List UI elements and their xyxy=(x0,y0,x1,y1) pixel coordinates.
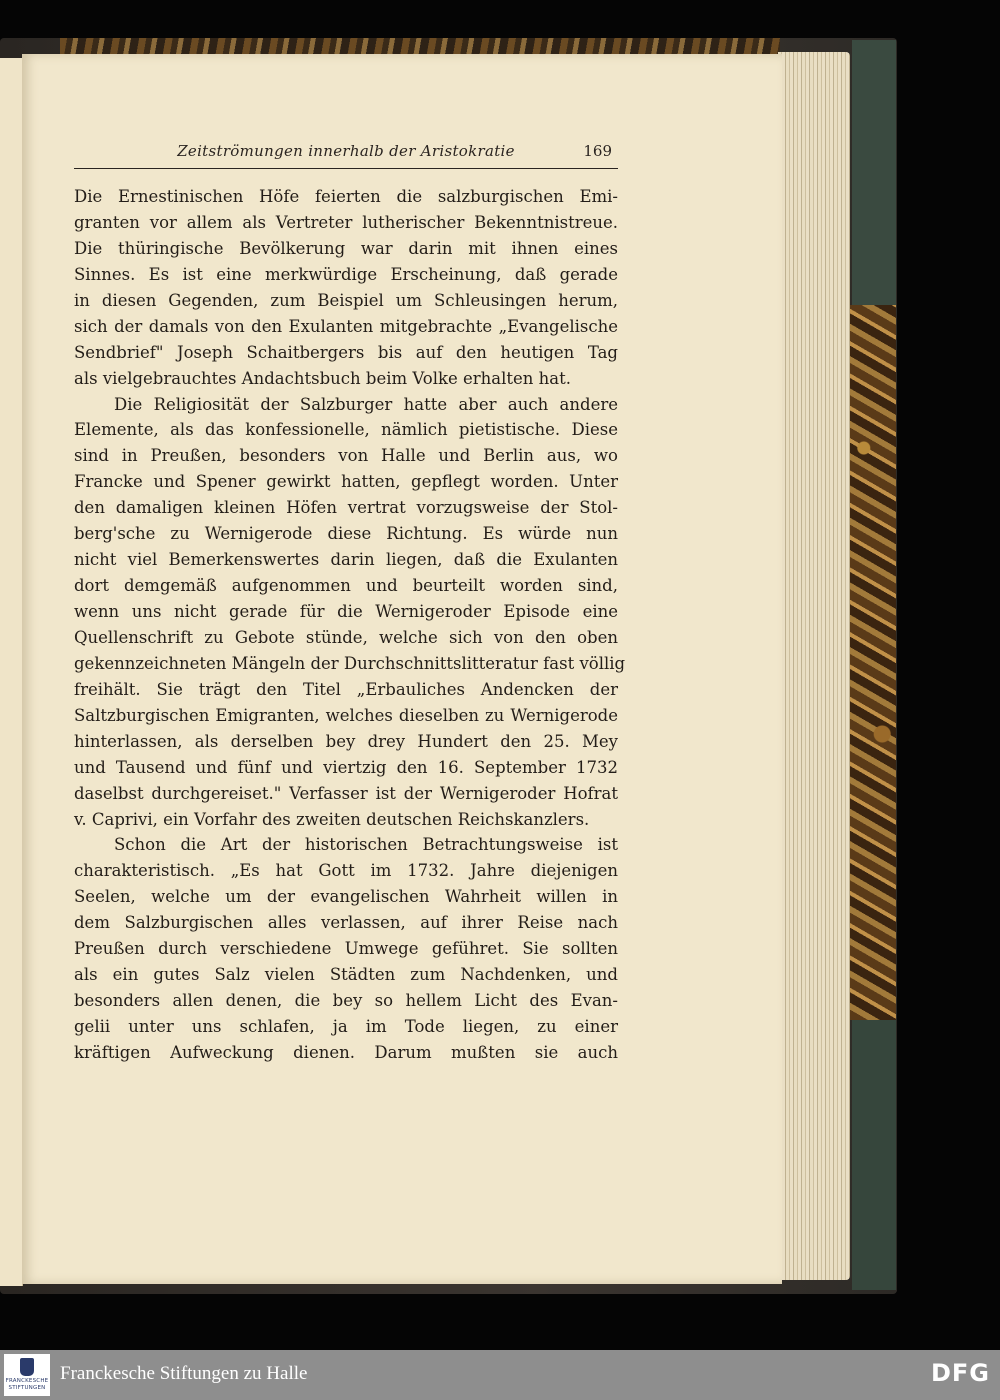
emblem-icon xyxy=(20,1358,34,1376)
cover-marble-right xyxy=(850,305,896,1020)
text-line: Saltzburgischen Emigranten, welches dieselben zu Wernigerode xyxy=(74,705,618,725)
text-line: nicht viel Bemerkenswertes darin liegen, daß die Exulanten xyxy=(74,550,618,570)
text-line: Die thüringische Bevölkerung war darin mit ihnen eines xyxy=(74,238,618,258)
text-line: Francke und Spener gewirkt hatten, gepflegt worden. Unter xyxy=(74,472,618,492)
page-number: 169 xyxy=(583,142,612,160)
text-line: Preußen durch verschiedene Umwege geführet. Sie sollten xyxy=(74,939,618,959)
text-line: Die Ernestinischen Höfe feierten die salzburgischen Emi- xyxy=(74,187,618,206)
dfg-logo[interactable]: DFG xyxy=(930,1359,990,1387)
text-line: sich der damals von den Exulanten mitgebrachte „Evangelische xyxy=(74,316,618,336)
page-header xyxy=(74,140,618,169)
franckesche-stiftungen-logo[interactable] xyxy=(4,1354,50,1396)
logo-text-line-2: STIFTUNGEN xyxy=(8,1385,46,1391)
body-text xyxy=(74,184,626,1066)
running-head: Zeitströmungen innerhalb der Aristokratie xyxy=(177,142,515,160)
cover-cloth-right-bottom xyxy=(852,1020,896,1290)
logo-text-line-1: FRANCKESCHE xyxy=(5,1378,49,1384)
text-line: granten vor allem als Vertreter lutherischer Bekenntnistreue. xyxy=(74,212,618,232)
text-line: und Tausend und fünf und viertzig den 16. September 1732 xyxy=(74,757,618,777)
text-line: wenn uns nicht gerade für die Wernigeroder Episode eine xyxy=(74,602,618,621)
text-line: Die Religiosität der Salzburger hatte aber auch andere xyxy=(114,394,618,414)
text-line: freihält. Sie trägt den Titel „Erbauliches Andencken der xyxy=(74,679,618,699)
text-line: dort demgemäß aufgenommen und beurteilt worden sind, xyxy=(74,576,618,596)
text-line: Elemente, als das konfessionelle, nämlich pietistische. Diese xyxy=(74,420,618,440)
text-line: Seelen, welche um der evangelischen Wahrheit willen in xyxy=(74,887,618,907)
text-line: dem Salzburgischen alles verlassen, auf ihrer Reise nach xyxy=(74,913,618,933)
footer-bar xyxy=(0,1350,1000,1400)
text-line: den damaligen kleinen Höfen vertrat vorzugsweise der Stol- xyxy=(74,498,618,518)
text-line: v. Caprivi, ein Vorfahr des zweiten deutschen Reichskanzlers. xyxy=(74,809,590,829)
text-line: besonders allen denen, die bey so hellem Licht des Evan- xyxy=(74,991,618,1011)
text-line: charakteristisch. „Es hat Gott im 1732. Jahre diejenigen xyxy=(74,861,618,881)
text-line: hinterlassen, als derselben bey drey Hundert den 25. Mey xyxy=(74,731,618,751)
text-line: Sinnes. Es ist eine merkwürdige Erscheinung, daß gerade xyxy=(74,264,618,284)
text-line: daselbst durchgereiset." Verfasser ist der Wernigeroder Hofrat xyxy=(74,783,618,803)
text-line: in diesen Gegenden, zum Beispiel um Schleusingen herum, xyxy=(74,290,618,310)
text-line: Quellenschrift zu Gebote stünde, welche sich von den oben xyxy=(74,627,618,647)
text-line: Sendbrief" Joseph Schaitbergers bis auf den heutigen Tag xyxy=(74,342,618,362)
page-edges xyxy=(778,52,850,1280)
text-line: gekennzeichneten Mängeln der Durchschnittslitteratur fast völlig xyxy=(74,653,626,673)
text-line: sind in Preußen, besonders von Halle und Berlin aus, wo xyxy=(74,446,618,466)
text-line: als ein gutes Salz vielen Städten zum Nachdenken, und xyxy=(74,965,618,985)
left-page-edge xyxy=(0,58,23,1286)
text-line: berg'sche zu Wernigerode diese Richtung. Es würde nun xyxy=(74,524,618,544)
footer-title[interactable]: Franckesche Stiftungen zu Halle xyxy=(60,1363,308,1384)
text-line: Schon die Art der historischen Betrachtungsweise ist xyxy=(114,835,618,855)
text-line: gelii unter uns schlafen, ja im Tode liegen, zu einer xyxy=(74,1017,618,1036)
text-line: als vielgebrauchtes Andachtsbuch beim Volke erhalten hat. xyxy=(74,368,572,388)
text-line: kräftigen Aufweckung dienen. Darum mußten sie auch xyxy=(74,1042,618,1062)
